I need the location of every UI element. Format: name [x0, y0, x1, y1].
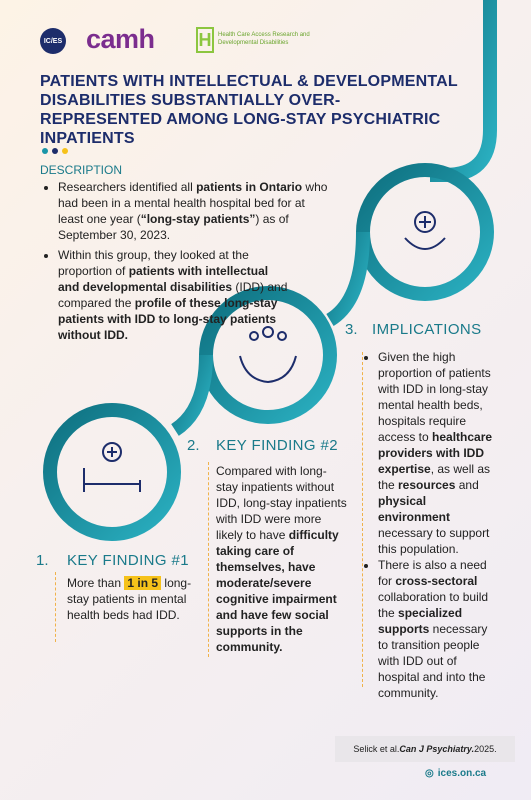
- globe-icon: ◎: [425, 768, 434, 779]
- website-link[interactable]: ◎ ices.on.ca: [425, 768, 487, 779]
- h-logo: H: [196, 27, 214, 53]
- kf1-text: More than 1 in 5 long-stay patients in mental health beds had IDD.: [67, 576, 192, 622]
- ices-logo: IC/ES: [40, 28, 66, 54]
- kf2-heading: KEY FINDING #2: [216, 437, 339, 454]
- implications-number: 3.: [345, 321, 358, 338]
- implications-bullet-1: • Given the high proportion of patients with IDD in long-stay mental health beds, hospitals require access to healthcare providers with IDD expertise, as well as the resources and physical environment necessary to support this population.: [378, 349, 498, 557]
- citation: Selick et al. Can J Psychiatry. 2025.: [335, 736, 515, 762]
- kf1-heading: KEY FINDING #1: [67, 552, 190, 569]
- hospital-bed-icon: [80, 440, 144, 500]
- kf2-divider: [208, 462, 210, 657]
- kf2-number: 2.: [187, 437, 200, 454]
- description-heading: DESCRIPTION: [40, 163, 123, 177]
- hcarddd-logo-text: Health Care Access Research and Developmental Disabilities: [218, 32, 310, 46]
- page-title: PATIENTS WITH INTELLECTUAL & DEVELOPMENTAL DISABILITIES SUBSTANTIALLY OVER-REPRESENTED AMONG LONG-STAY PSYCHIATRIC INPATIENTS: [40, 73, 458, 147]
- description-bullet-2: • Within this group, they looked at the proportion of patients with intellectual and developmental disabilities (IDD) and compared the profile of these long-stay patients with IDD to long-stay patients without IDD.: [58, 247, 288, 343]
- kf1-divider: [55, 572, 57, 642]
- implications-bullet-2: • There is also a need for cross-sectoral collaboration to build the specialized supports necessary to transition people with IDD out of hospital and into the community.: [378, 557, 498, 701]
- kf2-text: Compared with long-stay inpatients without IDD, long-stay inpatients with IDD were more likely to have difficulty taking care of themselves, have moderate/severe cognitive impairment and have few social supports in the community.: [216, 464, 347, 654]
- implications-list: [368, 349, 498, 701]
- description-bullet-1: • Researchers identified all patients in Ontario who had been in a mental health hospital bed for at least one year (“long-stay patients”) as of September 30, 2023.: [58, 179, 332, 243]
- kf1-number: 1.: [36, 552, 49, 569]
- medical-gear-icon: [395, 200, 455, 260]
- implications-heading: IMPLICATIONS: [372, 321, 482, 338]
- decorative-dots: [42, 148, 68, 154]
- implications-divider: [362, 352, 364, 687]
- description-list: [44, 179, 332, 347]
- camh-logo: camh: [86, 24, 155, 54]
